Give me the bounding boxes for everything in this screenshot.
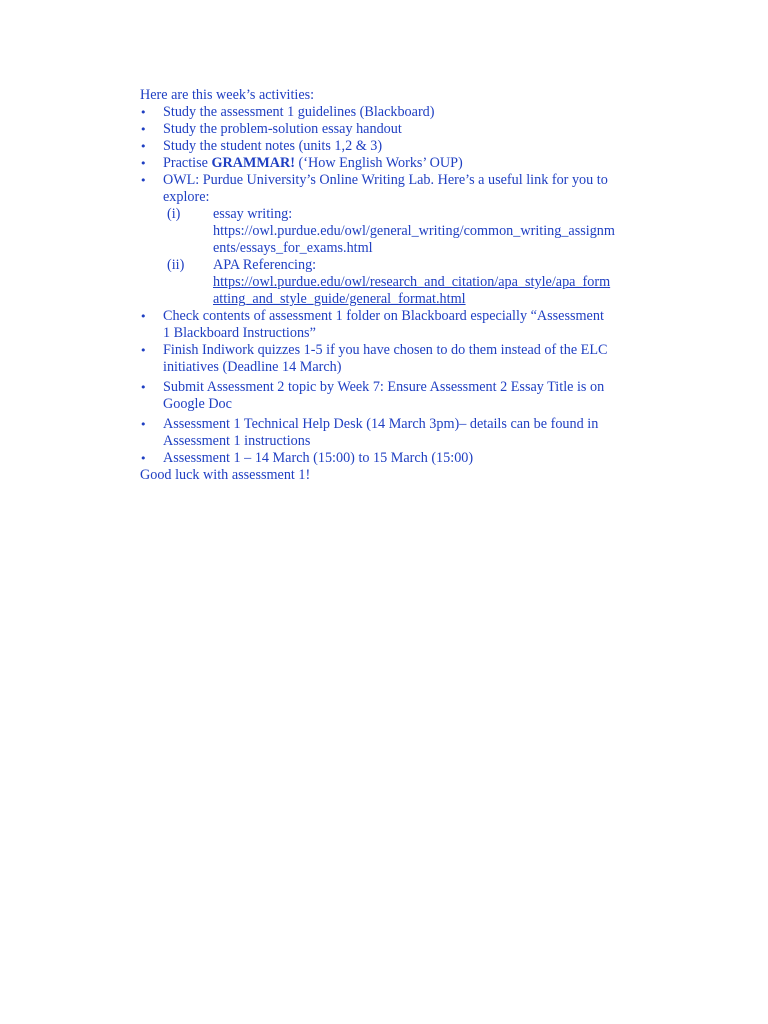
- essay-writing-url[interactable]: https://owl.purdue.edu/owl/general_writing/common_writing_assignm: [213, 223, 615, 239]
- list-item: [140, 450, 660, 467]
- apa-referencing-link[interactable]: atting_and_style_guide/general_format.html: [213, 291, 466, 307]
- bullet-icon: •: [140, 174, 147, 187]
- activities-document: [140, 87, 660, 484]
- sub-item-apa-referencing: [140, 257, 660, 308]
- essay-writing-url[interactable]: ents/essays_for_exams.html: [213, 240, 373, 256]
- item-text: Submit Assessment 2 topic by Week 7: Ensure Assessment 2 Essay Title is on: [163, 379, 605, 395]
- list-item: [140, 155, 660, 172]
- item-text: Assessment 1 instructions: [163, 433, 311, 449]
- bullet-icon: •: [140, 106, 147, 119]
- intro-text: Here are this week’s activities:: [140, 87, 315, 103]
- sub-item-number: (ii): [167, 257, 185, 273]
- item-text: Study the student notes (units 1,2 & 3): [163, 138, 383, 154]
- apa-referencing-link[interactable]: https://owl.purdue.edu/owl/research_and_citation/apa_style/apa_form: [213, 274, 611, 290]
- item-text: Practise GRAMMAR! (‘How English Works’ OUP): [163, 155, 463, 171]
- bullet-icon: •: [140, 381, 147, 394]
- list-item: [140, 416, 660, 450]
- bullet-icon: •: [140, 310, 147, 323]
- sub-item-essay-writing: [140, 206, 660, 257]
- item-text: explore:: [163, 189, 210, 205]
- list-item: [140, 308, 660, 342]
- grammar-emphasis: GRAMMAR!: [211, 155, 295, 171]
- closing-text: Good luck with assessment 1!: [140, 467, 311, 483]
- item-text: OWL: Purdue University’s Online Writing Lab. Here’s a useful link for you to: [163, 172, 608, 188]
- list-item: [140, 138, 660, 155]
- item-text: 1 Blackboard Instructions”: [163, 325, 316, 341]
- bullet-icon: •: [140, 123, 147, 136]
- bullet-icon: •: [140, 418, 147, 431]
- item-text: Assessment 1 – 14 March (15:00) to 15 March (15:00): [163, 450, 474, 466]
- item-text: Assessment 1 Technical Help Desk (14 March 3pm)– details can be found in: [163, 416, 599, 432]
- item-text: Google Doc: [163, 396, 232, 412]
- item-text: initiatives (Deadline 14 March): [163, 359, 342, 375]
- bullet-icon: •: [140, 452, 147, 465]
- item-text: Finish Indiwork quizzes 1-5 if you have chosen to do them instead of the ELC: [163, 342, 608, 358]
- list-item: [140, 121, 660, 138]
- sub-item-label: APA Referencing:: [213, 257, 317, 273]
- list-item: [140, 342, 660, 376]
- list-item: [140, 172, 660, 206]
- bullet-icon: •: [140, 157, 147, 170]
- list-item: [140, 379, 660, 413]
- bullet-icon: •: [140, 344, 147, 357]
- sub-item-label: essay writing:: [213, 206, 293, 222]
- sub-item-number: (i): [167, 206, 181, 222]
- item-text: Study the assessment 1 guidelines (Blackboard): [163, 104, 435, 120]
- item-text: Study the problem-solution essay handout: [163, 121, 402, 137]
- item-text: Check contents of assessment 1 folder on Blackboard especially “Assessment: [163, 308, 604, 324]
- list-item: [140, 104, 660, 121]
- bullet-icon: •: [140, 140, 147, 153]
